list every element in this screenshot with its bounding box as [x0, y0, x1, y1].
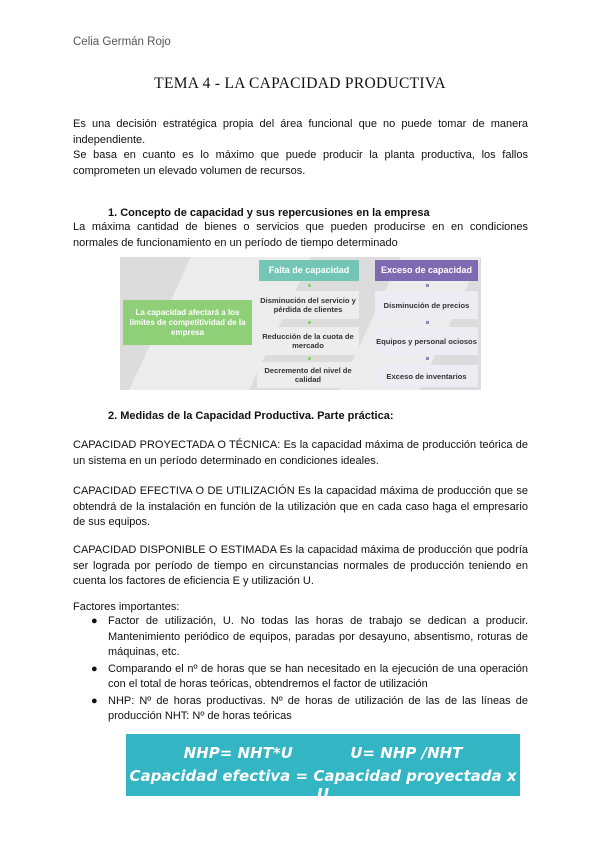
author-header: Celia Germán Rojo — [73, 36, 171, 48]
formula-line-1: NHP= NHT*U U= NHP /NHT — [183, 744, 463, 762]
exceso-item-1: Disminución de precios — [375, 291, 478, 319]
diagram-left-box: La capacidad afectará a los límites de competitividad de la empresa — [123, 300, 252, 345]
factor-text: NHP: Nº de horas productivas. Nº de horas de utilización de las de las líneas de producción NHT: Nº de horas teóricas — [108, 694, 528, 722]
list-item: ● NHP: Nº de horas productivas. Nº de horas de utilización de las de las líneas de producción NHT: Nº de horas teóricas — [91, 694, 528, 722]
intro-paragraph-1: Es una decisión estratégica propia del área funcional que no puede tomar de manera independiente. — [73, 118, 528, 146]
falta-connector-dot — [308, 321, 311, 324]
list-item: ● Factor de utilización, U. No todas las horas de trabajo se dedican a producir. Mantenimiento periódico de equipos, paradas por desayuno, absentismo, roturas de máquinas, etc. — [91, 615, 528, 658]
capacity-diagram — [120, 257, 481, 390]
factor-text: Factor de utilización, U. No todas las horas de trabajo se dedican a producir. Mantenimiento periódico de equipos, paradas por desayuno, absentismo, roturas de máquinas, etc. — [108, 615, 528, 658]
page-title: TEMA 4 - LA CAPACIDAD PRODUCTIVA — [154, 75, 446, 92]
falta-connector-dot — [308, 357, 311, 360]
section1-heading: 1. Concepto de capacidad y sus repercusiones en la empresa — [108, 207, 430, 219]
list-item: ● Comparando el nº de horas que se han necesitado en la ejecución de una operación con el total de horas teóricas, obtendremos el factor de utilización — [91, 662, 528, 690]
intro-paragraph-2: Se basa en cuanto es lo máximo que puede producir la planta productiva, los fallos comprometen un elevado volumen de recursos. — [73, 149, 528, 177]
capacidad-efectiva-paragraph: CAPACIDAD EFECTIVA O DE UTILIZACIÓN Es la capacidad máxima de producción que se obtendrá de la instalación en función de la utilización que en cada caso haga el empresario de sus equipos. — [73, 485, 528, 528]
factors-title: Factores importantes: — [73, 601, 180, 613]
factor-text: Comparando el nº de horas que se han necesitado en la ejecución de una operación con el total de horas teóricas, obtendremos el factor de utilización — [108, 662, 528, 690]
falta-item-1: Disminución del servicio y pérdida de clientes — [257, 291, 359, 319]
formula-line-2: Capacidad efectiva = Capacidad proyectada x U — [129, 767, 517, 803]
section2-heading: 2. Medidas de la Capacidad Productiva. Parte práctica: — [108, 410, 394, 422]
capacidad-disponible-paragraph: CAPACIDAD DISPONIBLE O ESTIMADA Es la capacidad máxima de producción que podría ser lograda por período de tiempo en circunstancias normales de producción teniendo en cuenta los factores de eficiencia E y utilización U. — [73, 544, 528, 587]
falta-connector-dot — [308, 284, 311, 287]
falta-item-3: Decremento del nivel de calidad — [257, 362, 359, 388]
section1-text: La máxima cantidad de bienes o servicios que pueden producirse en en condiciones normales de funcionamiento en un período de tiempo determinado — [73, 221, 528, 249]
capacidad-proyectada-paragraph: CAPACIDAD PROYECTADA O TÉCNICA: Es la capacidad máxima de producción teórica de un sistema en un período determinado en condiciones ideales. — [73, 439, 528, 467]
falta-item-2: Reducción de la cuota de mercado — [257, 327, 359, 355]
falta-capacidad-header: Falta de capacidad — [259, 260, 359, 281]
exceso-connector-dot — [426, 321, 429, 324]
exceso-connector-dot — [426, 284, 429, 287]
formula-box — [126, 734, 520, 803]
exceso-item-3: Exceso de inventarios — [375, 365, 478, 387]
exceso-item-2: Equipos y personal ociosos — [375, 327, 478, 355]
factors-list — [73, 614, 528, 726]
exceso-connector-dot — [426, 357, 429, 360]
exceso-capacidad-header: Exceso de capacidad — [375, 260, 478, 281]
